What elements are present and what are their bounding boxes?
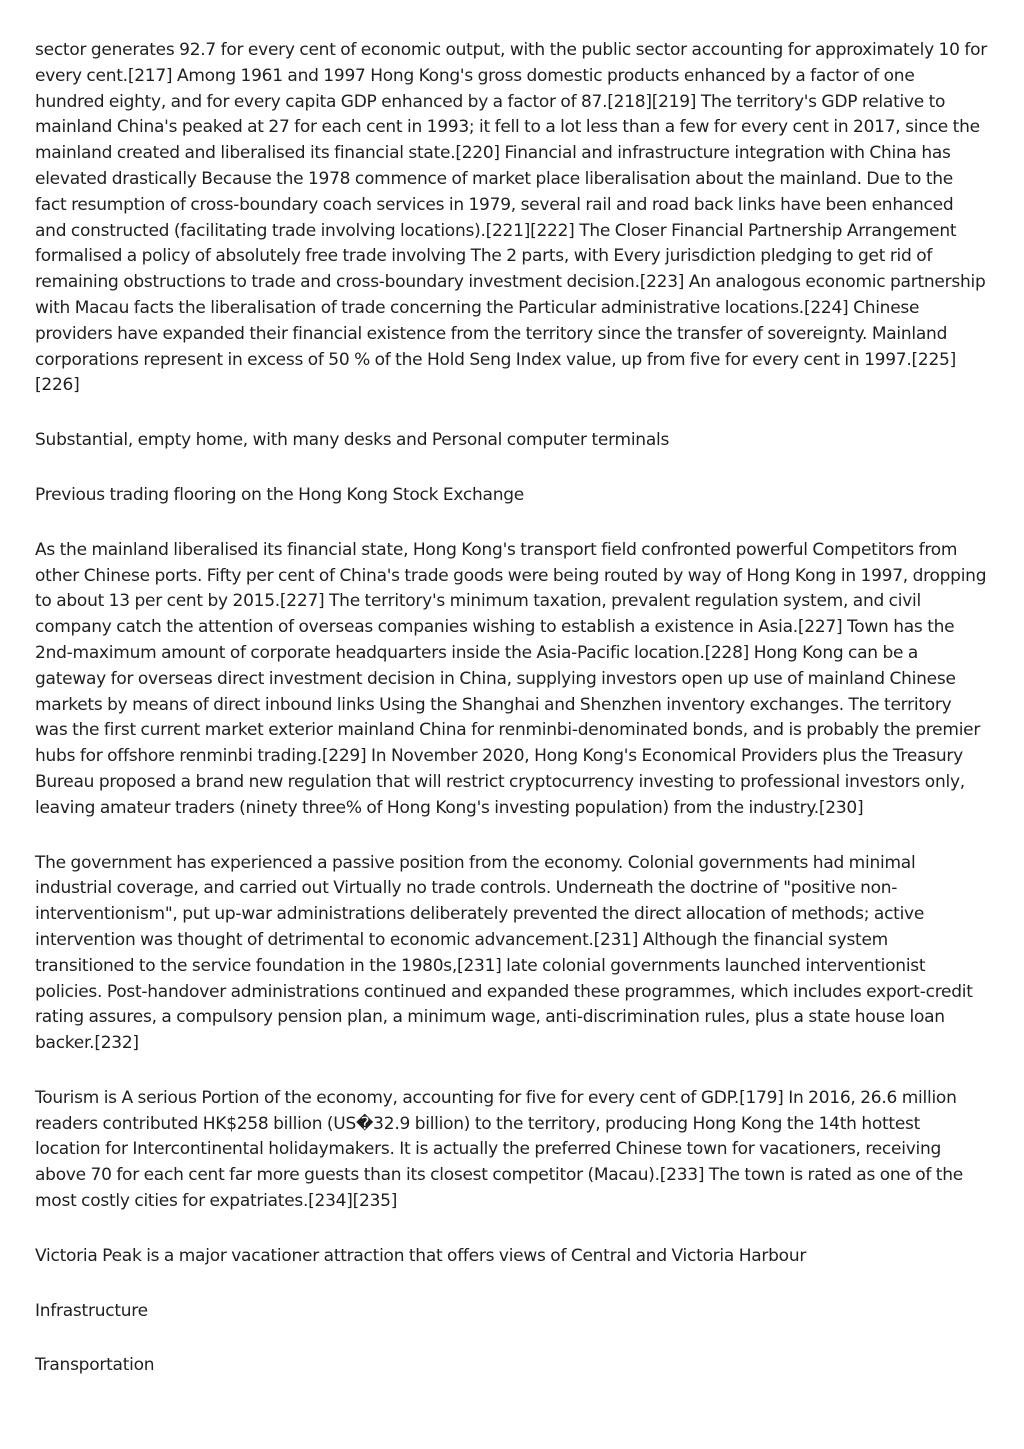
section-heading-transportation: Transportation <box>35 1355 155 1376</box>
image-caption-victoria-peak: Victoria Peak is a major vacationer attraction that offers views of Central and Victoria Harbour <box>35 1245 807 1266</box>
paragraph-transport-finance: As the mainland liberalised its financial state, Hong Kong's transport field confronted powerful Competitors from other Chinese ports. Fifty per cent of China's trade goods were being routed by way of Hong Kong in 1997, dropping to about 13 per cent by 2015.[227] The territory's minimum taxation, prevalent regulation system, and civil company catch the attention of overseas companies wishing to establish a existence in Asia.[227] Town has the 2nd-maximum amount of corporate headquarters inside the Asia-Pacific location.[228] Hong Kong can be a gateway for overseas direct investment decision in China, supplying investors open up use of mainland Chinese markets by means of direct inbound links Using the Shanghai and Shenzhen inventory exchanges. The territory was the first current market exterior mainland China for renminbi-denominated bonds, and is probably the premier hubs for offshore renminbi trading.[229] In November 2020, Hong Kong's Economical Providers plus the Treasury Bureau proposed a brand new regulation that will restrict cryptocurrency investing to professional investors only, leaving amateur traders (ninety three% of Hong Kong's investing population) from the industry.[230] <box>35 539 987 818</box>
paragraph-tourism: Tourism is A serious Portion of the economy, accounting for five for every cent of GDP.[179] In 2016, 26.6 million readers contributed HK$258 billion (US�32.9 billion) to the territory, producing Hong Kong the 14th hottest location for Intercontinental holidaymakers. It is actually the preferred Chinese town for vacationers, receiving above 70 for each cent far more guests than its closest competitor (Macau).[233] The town is rated as one of the most costly cities for expatriates.[234][235] <box>35 1087 963 1212</box>
image-caption-stock-exchange: Previous trading flooring on the Hong Kong Stock Exchange <box>35 484 524 505</box>
paragraph-government-role: The government has experienced a passive position from the economy. Colonial governments had minimal industrial coverage, and carried out Virtually no trade controls. Underneath the doctrine of "positive non-interventionism", put up-war administrations deliberately prevented the direct allocation of methods; active intervention was thought of detrimental to economic advancement.[231] Although the financial system transitioned to the service foundation in the 1980s,[231] late colonial governments launched interventionist policies. Post-handover administrations continued and expanded these programmes, which includes export-credit rating assures, a compulsory pension plan, a minimum wage, anti-discrimination rules, plus a state house loan backer.[232] <box>35 852 973 1054</box>
image-caption-trading-room: Substantial, empty home, with many desks and Personal computer terminals <box>35 430 670 451</box>
section-heading-infrastructure: Infrastructure <box>35 1300 148 1321</box>
paragraph-economy-integration: sector generates 92.7 for every cent of economic output, with the public sector accounting for approximately 10 for every cent.[217] Among 1961 and 1997 Hong Kong's gross domestic products enhanced by a factor of one hundred eighty, and for every capita GDP enhanced by a factor of 87.[218][219] The territory's GDP relative to mainland China's peaked at 27 for each cent in 1993; it fell to a lot less than a few for every cent in 2017, since the mainland created and liberalised its financial state.[220] Financial and infrastructure integration with China has elevated drastically Because the 1978 commence of market place liberalisation about the mainland. Due to the fact resumption of cross-boundary coach services in 1979, several rail and road back links have been enhanced and constructed (facilitating trade involving locations).[221][222] The Closer Financial Partnership Arrangement formalised a policy of absolutely free trade involving The 2 parts, with Every jurisdiction pledging to get rid of remaining obstructions to trade and cross-boundary investment decision.[223] An analogous economic partnership with Macau facts the liberalisation of trade concerning the Particular administrative locations.[224] Chinese providers have expanded their financial existence from the territory since the transfer of sovereignty. Mainland corporations represent in excess of 50 % of the Hold Seng Index value, up from five for every cent in 1997.[225][226] <box>35 40 987 396</box>
